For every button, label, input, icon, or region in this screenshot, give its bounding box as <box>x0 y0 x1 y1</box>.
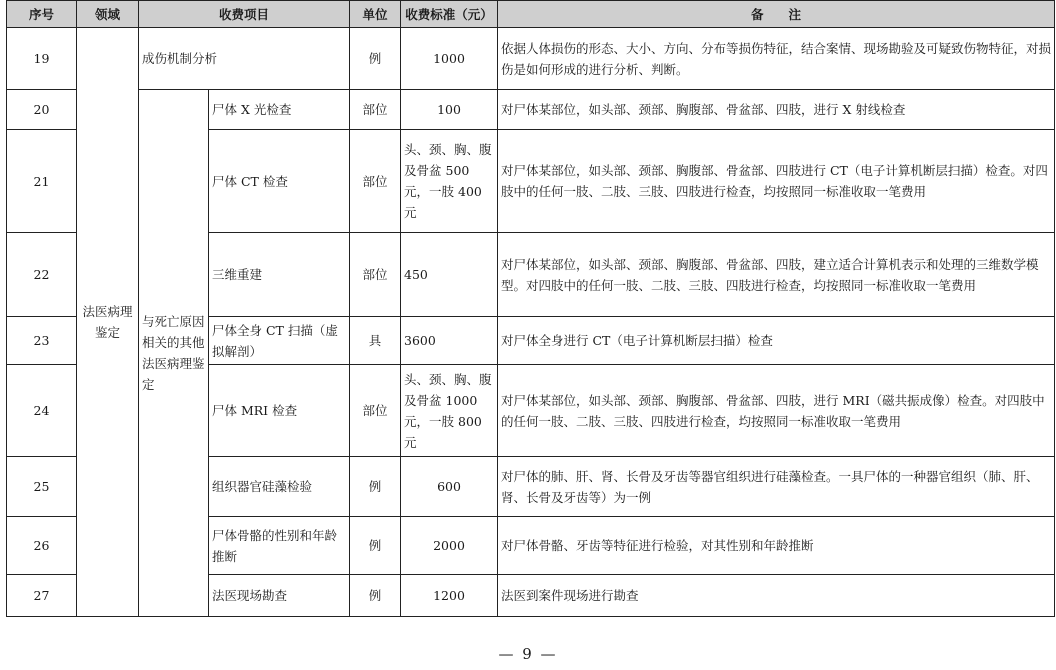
header-unit: 单位 <box>350 1 401 28</box>
subfield-cell: 与死亡原因相关的其他法医病理鉴定 <box>139 90 209 617</box>
note-cell: 对尸体某部位，如头部、颈部、胸腹部、骨盆部、四肢，建立适合计算机表示和处理的三维数学模型。对四肢中的任何一肢、二肢、三肢、四肢进行检查，均按照同一标准收取一笔费用 <box>498 233 1055 317</box>
item-cell: 尸体全身 CT 扫描（虚拟解剖） <box>209 317 350 365</box>
price-cell: 3600 <box>401 317 498 365</box>
header-price: 收费标准（元） <box>401 1 498 28</box>
note-cell: 依据人体损伤的形态、大小、方向、分布等损伤特征，结合案情、现场勘验及可疑致伤物特征，对损伤是如何形成的进行分析、判断。 <box>498 28 1055 90</box>
item-cell: 尸体 MRI 检查 <box>209 365 350 457</box>
price-cell: 头、颈、胸、腹及骨盆 1000 元，一肢 800 元 <box>401 365 498 457</box>
price-cell: 1000 <box>401 28 498 90</box>
seq-cell: 20 <box>7 90 77 130</box>
unit-cell: 例 <box>350 28 401 90</box>
seq-cell: 23 <box>7 317 77 365</box>
item-cell: 尸体骨骼的性别和年龄推断 <box>209 517 350 575</box>
note-cell: 对尸体某部位，如头部、颈部、胸腹部、骨盆部、四肢，进行 MRI（磁共振成像）检查。对四肢中的任何一肢、二肢、三肢、四肢进行检查，均按照同一标准收取一笔费用 <box>498 365 1055 457</box>
header-seq: 序号 <box>7 1 77 28</box>
unit-cell: 部位 <box>350 130 401 233</box>
unit-cell: 具 <box>350 317 401 365</box>
seq-cell: 25 <box>7 457 77 517</box>
table-row <box>7 90 1055 130</box>
item-cell: 三维重建 <box>209 233 350 317</box>
item-cell: 法医现场勘查 <box>209 575 350 617</box>
unit-cell: 部位 <box>350 365 401 457</box>
price-cell: 600 <box>401 457 498 517</box>
field-cell: 法医病理鉴定 <box>77 28 139 617</box>
item-cell: 成伤机制分析 <box>139 28 350 90</box>
item-cell: 尸体 CT 检查 <box>209 130 350 233</box>
seq-cell: 19 <box>7 28 77 90</box>
fee-table <box>6 0 1055 617</box>
note-cell: 对尸体某部位，如头部、颈部、胸腹部、骨盆部、四肢，进行 X 射线检查 <box>498 90 1055 130</box>
note-cell: 对尸体某部位，如头部、颈部、胸腹部、骨盆部、四肢进行 CT（电子计算机断层扫描）检查。对四肢中的任何一肢、二肢、三肢、四肢进行检查，均按照同一标准收取一笔费用 <box>498 130 1055 233</box>
seq-cell: 21 <box>7 130 77 233</box>
table-row <box>7 28 1055 90</box>
note-cell: 对尸体全身进行 CT（电子计算机断层扫描）检查 <box>498 317 1055 365</box>
price-cell: 450 <box>401 233 498 317</box>
item-cell: 尸体 X 光检查 <box>209 90 350 130</box>
price-cell: 头、颈、胸、腹及骨盆 500 元，一肢 400 元 <box>401 130 498 233</box>
price-cell: 2000 <box>401 517 498 575</box>
price-cell: 1200 <box>401 575 498 617</box>
unit-cell: 部位 <box>350 90 401 130</box>
unit-cell: 例 <box>350 575 401 617</box>
unit-cell: 部位 <box>350 233 401 317</box>
header-row <box>7 1 1055 28</box>
price-cell: 100 <box>401 90 498 130</box>
header-item: 收费项目 <box>139 1 350 28</box>
page-number: — 9 — <box>498 645 558 663</box>
header-field: 领域 <box>77 1 139 28</box>
unit-cell: 例 <box>350 517 401 575</box>
seq-cell: 24 <box>7 365 77 457</box>
note-cell: 对尸体的肺、肝、肾、长骨及牙齿等器官组织进行硅藻检查。一具尸体的一种器官组织（肺、肝、肾、长骨及牙齿等）为一例 <box>498 457 1055 517</box>
item-cell: 组织器官硅藻检验 <box>209 457 350 517</box>
note-cell: 对尸体骨骼、牙齿等特征进行检验，对其性别和年龄推断 <box>498 517 1055 575</box>
header-note: 备 注 <box>498 1 1055 28</box>
seq-cell: 27 <box>7 575 77 617</box>
seq-cell: 26 <box>7 517 77 575</box>
unit-cell: 例 <box>350 457 401 517</box>
note-cell: 法医到案件现场进行勘查 <box>498 575 1055 617</box>
seq-cell: 22 <box>7 233 77 317</box>
